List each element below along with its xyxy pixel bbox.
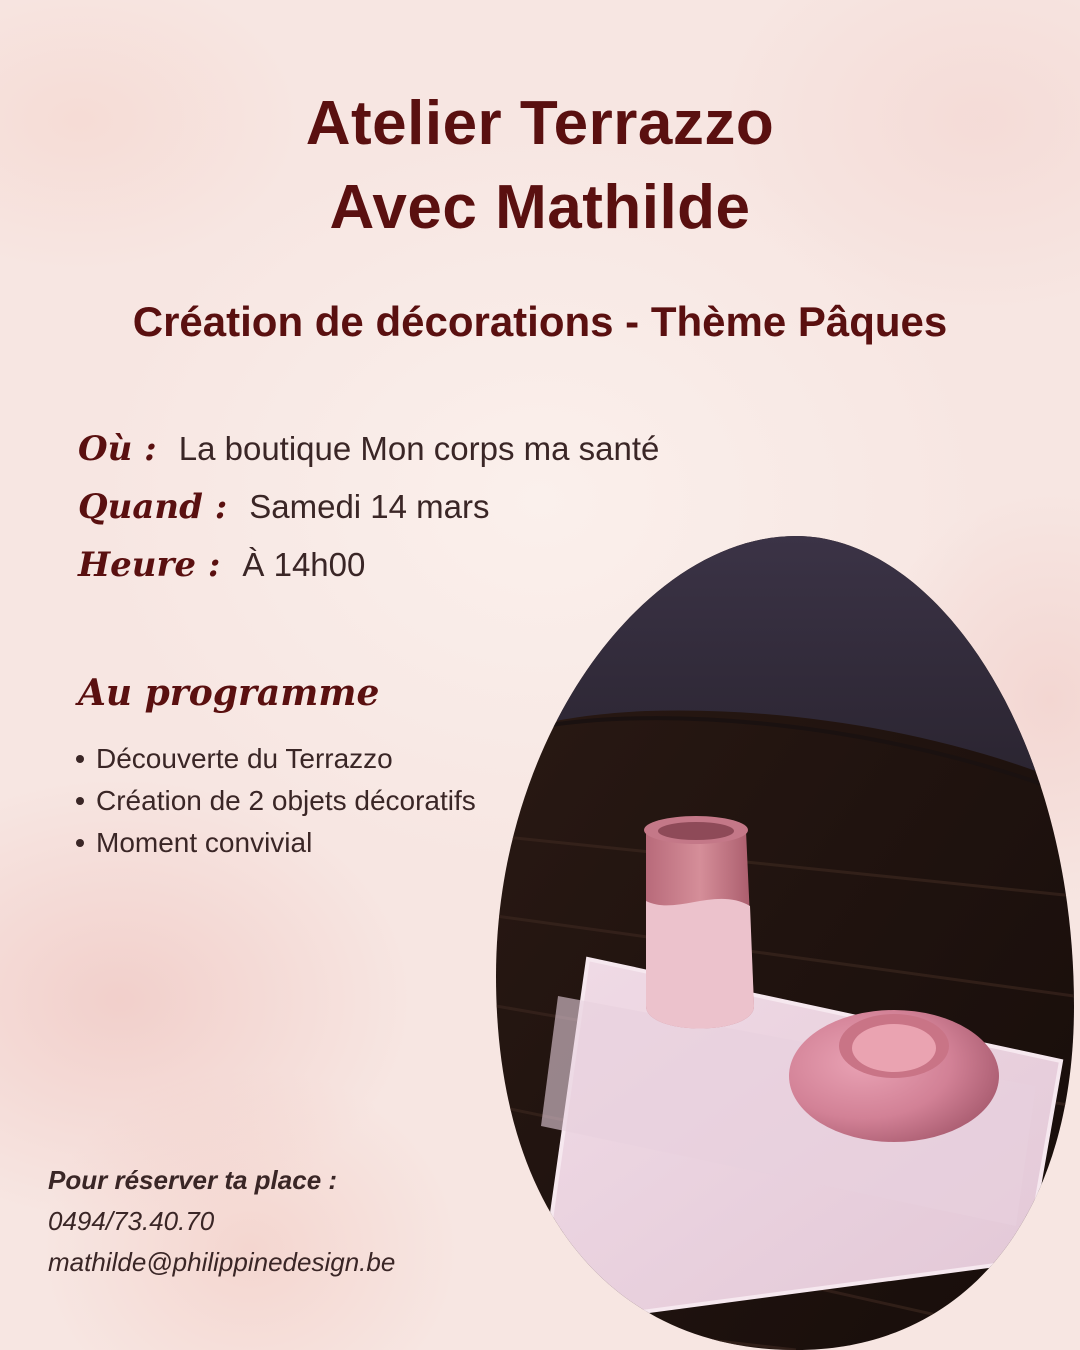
info-time-label: Heure : (78, 545, 221, 585)
program-item (76, 822, 476, 864)
program-item (76, 738, 476, 780)
info-where-label: Où : (78, 429, 157, 469)
program-item-text: Moment convivial (96, 827, 313, 858)
subtitle: Création de décorations - Thème Pâques (132, 298, 948, 345)
info-where-value: La boutique Mon corps ma santé (178, 430, 660, 467)
page-title (0, 82, 1080, 250)
program-list (76, 738, 476, 864)
bullet-icon (76, 797, 84, 805)
program-title: Au programme (78, 672, 380, 714)
contact-label: Pour réserver ta place : (48, 1165, 338, 1195)
info-when (78, 478, 659, 536)
info-time-value: À 14h00 (242, 546, 366, 583)
title-line-2: Avec Mathilde (329, 173, 751, 242)
title-line-1: Atelier Terrazzo (305, 89, 775, 158)
info-where (78, 420, 659, 478)
program-item-text: Découverte du Terrazzo (96, 743, 393, 774)
contact-block (48, 1160, 395, 1283)
bullet-icon (76, 839, 84, 847)
contact-email: mathilde@philippinedesign.be (48, 1247, 396, 1277)
info-when-label: Quand : (78, 487, 228, 527)
terrazzo-photo (496, 536, 1074, 1350)
program-item (76, 780, 476, 822)
info-when-value: Samedi 14 mars (249, 488, 490, 525)
contact-phone: 0494/73.40.70 (48, 1206, 215, 1236)
program-item-text: Création de 2 objets décoratifs (96, 785, 476, 816)
bullet-icon (76, 755, 84, 763)
